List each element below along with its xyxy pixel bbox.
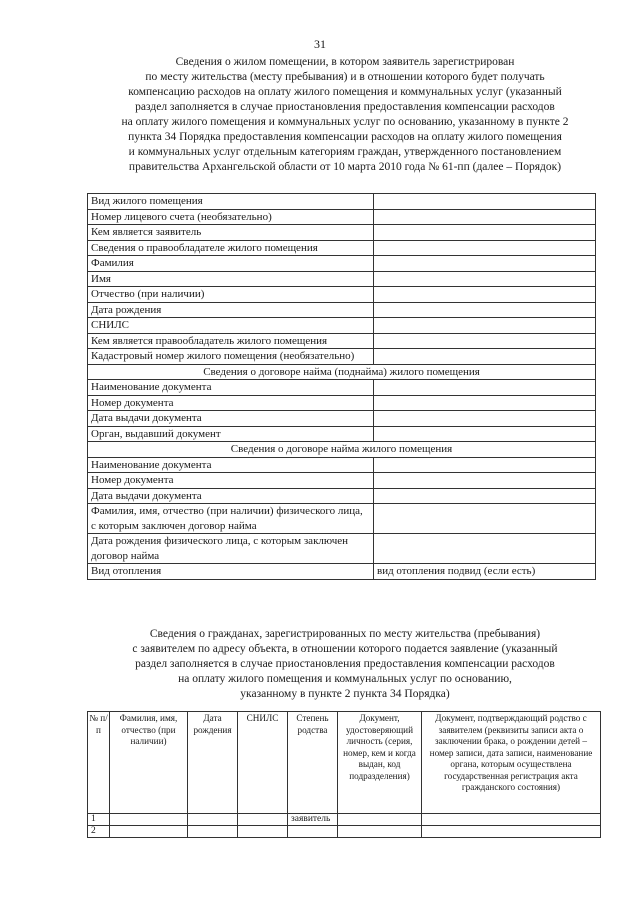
table-row [88,504,596,534]
field-value [374,333,596,349]
table-cell [338,826,422,838]
title-line: на оплату жилого помещения и коммунальных услуг по основанию, [178,673,512,685]
table-row [88,814,601,826]
field-label: Фамилия [88,256,374,272]
field-value [374,349,596,365]
field-value [374,457,596,473]
field-label: Дата рождения физического лица, с которым заключен договор найма [88,534,374,564]
field-label: Дата выдачи документа [88,411,374,427]
table-row [88,225,596,241]
title-line: раздел заполняется в случае приостановления предоставления компенсации расходов [135,101,555,113]
title-line: компенсацию расходов на оплату жилого помещения и коммунальных услуг (указанный [128,86,562,98]
field-value [374,318,596,334]
table-row [88,194,596,210]
registered-citizens-title [95,627,595,702]
field-label: Сведения о правообладателе жилого помещения [88,240,374,256]
field-label: Дата рождения [88,302,374,318]
field-label: Наименование документа [88,457,374,473]
title-line: раздел заполняется в случае приостановления предоставления компенсации расходов [135,658,555,670]
title-line: Сведения о жилом помещении, в котором заявитель зарегистрирован [175,56,515,68]
table-cell [288,826,338,838]
table-cell [338,814,422,826]
table-row [88,534,596,564]
registered-citizens-table [87,711,601,838]
table-row [88,564,596,580]
table-row [88,426,596,442]
field-label: Дата выдачи документа [88,488,374,504]
field-label: Отчество (при наличии) [88,287,374,303]
field-label: Вид отопления [88,564,374,580]
table-row [88,364,596,380]
section-heading: Сведения о договоре найма (поднайма) жилого помещения [88,364,596,380]
table-row [88,271,596,287]
title-line: указанному в пункте 2 пункта 34 Порядка) [240,688,450,700]
title-line: на оплату жилого помещения и коммунальных услуг по основанию, указанному в пункте 2 [121,116,569,128]
table-row [88,826,601,838]
table-row [88,488,596,504]
field-label: Наименование документа [88,380,374,396]
field-value [374,287,596,303]
field-value [374,271,596,287]
table-cell [110,826,188,838]
table-cell [238,814,288,826]
field-value [374,395,596,411]
field-value [374,240,596,256]
field-value [374,473,596,489]
field-value [374,302,596,318]
field-label: Имя [88,271,374,287]
table-cell [238,826,288,838]
field-label: Орган, выдавший документ [88,426,374,442]
title-line: пункта 34 Порядка предоставления компенсации расходов на оплату жилого помещения [128,131,562,143]
field-label: Вид жилого помещения [88,194,374,210]
field-value [374,534,596,564]
field-value [374,488,596,504]
table-cell: заявитель [288,814,338,826]
housing-info-table [87,193,596,580]
table-cell [188,826,238,838]
table-cell [188,814,238,826]
column-header: Степень родства [288,712,338,814]
table-header-row [88,712,601,814]
field-value [374,411,596,427]
field-value [374,426,596,442]
column-header: Дата рождения [188,712,238,814]
column-header: СНИЛС [238,712,288,814]
field-label: Кадастровый номер жилого помещения (необязательно) [88,349,374,365]
section-heading: Сведения о договоре найма жилого помещения [88,442,596,458]
field-value [374,380,596,396]
field-value [374,256,596,272]
field-value [374,504,596,534]
table-row [88,302,596,318]
table-row [88,318,596,334]
table-cell: 2 [88,826,110,838]
table-row [88,240,596,256]
table-cell [422,814,601,826]
column-header: Документ, подтверждающий родство с заявителем (реквизиты записи акта о заключении брака, о рождении детей – номер записи, дата записи, наименование органа, которым осуществлена государственная регистрация акта гражданского состояния) [422,712,601,814]
field-label: Номер документа [88,473,374,489]
column-header: Фамилия, имя, отчество (при наличии) [110,712,188,814]
column-header: № п/п [88,712,110,814]
table-row [88,395,596,411]
table-row [88,380,596,396]
table-row [88,287,596,303]
table-row [88,349,596,365]
title-line: правительства Архангельской области от 10 марта 2010 года № 61-пп (далее – Порядок) [128,161,562,173]
table-row [88,457,596,473]
field-label: Кем является правообладатель жилого помещения [88,333,374,349]
table-cell: 1 [88,814,110,826]
table-row [88,256,596,272]
field-label: Номер лицевого счета (необязательно) [88,209,374,225]
table-row [88,411,596,427]
field-value [374,225,596,241]
page-number: 31 [314,37,326,51]
field-label: Фамилия, имя, отчество (при наличии) физического лица, с которым заключен договор найма [88,504,374,534]
column-header: Документ, удостоверяющий личность (серия, номер, кем и когда выдан, код подразделения) [338,712,422,814]
table-row [88,442,596,458]
housing-info-title [95,55,595,175]
field-value [374,209,596,225]
title-line: и коммунальных услуг отдельным категориям граждан, утвержденного постановлением [128,146,562,158]
title-line: с заявителем по адресу объекта, в отношении которого подается заявление (указанный [132,643,558,655]
table-cell [110,814,188,826]
table-cell [422,826,601,838]
title-line: Сведения о гражданах, зарегистрированных по месту жительства (пребывания) [149,628,541,640]
field-value [374,194,596,210]
table-row [88,473,596,489]
field-label: Кем является заявитель [88,225,374,241]
field-value: вид отопления подвид (если есть) [374,564,596,580]
table-row [88,209,596,225]
field-label: СНИЛС [88,318,374,334]
title-line: по месту жительства (месту пребывания) и в отношении которого будет получать [145,71,545,83]
field-label: Номер документа [88,395,374,411]
table-row [88,333,596,349]
